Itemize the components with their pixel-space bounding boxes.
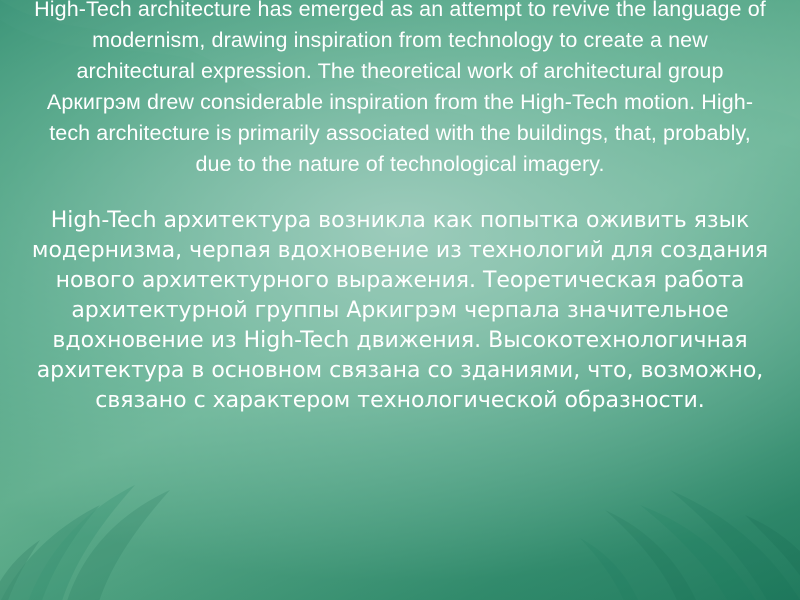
left-leaf-decoration bbox=[0, 420, 240, 600]
paragraph-russian: High-Tech архитектура возникла как попытка оживить язык модернизма, черпая вдохновение из технологий для создания нового архитектурного выражения. Теоретическая работа архитектурной группы Аркигрэм черпала значительное вдохновение из High-Tech движения. Высокотехнологичная архитектура в основном связана со зданиями, что, возможно, связано с характером технологической образности. bbox=[31, 208, 769, 413]
right-leaf-decoration bbox=[510, 390, 800, 600]
paragraph-english: High-Tech architecture has emerged as an attempt to revive the language of modernism, drawing inspiration from technology to create a new architectural expression. The theoretical work of architectural group Аркигрэм drew considerable inspiration from the High-Tech motion. High-tech architecture is primarily associated with the buildings, that, probably, due to the nature of technological imagery. bbox=[34, 0, 766, 176]
